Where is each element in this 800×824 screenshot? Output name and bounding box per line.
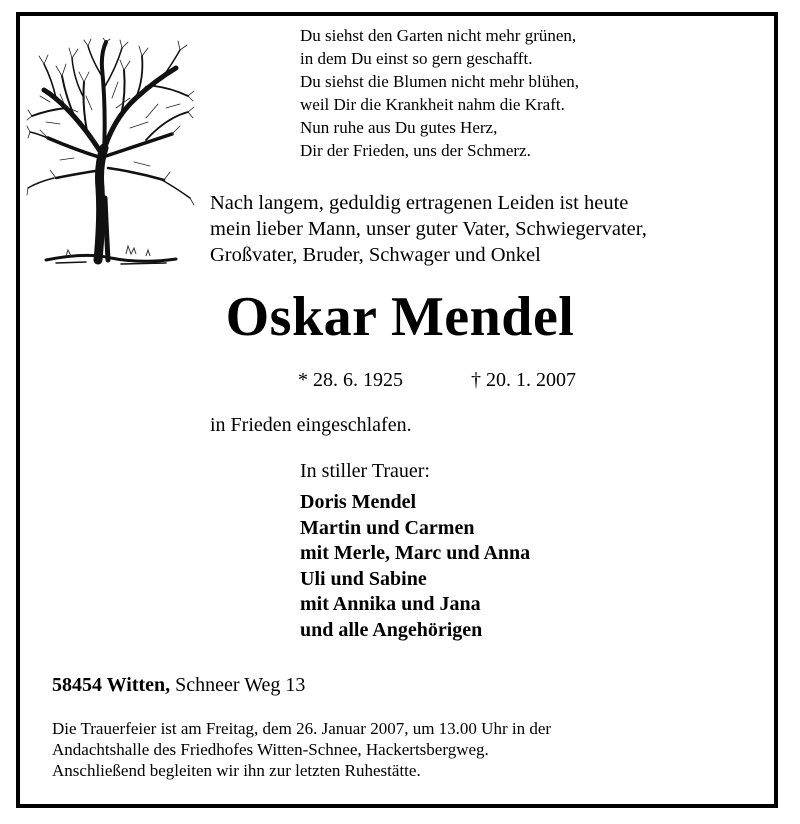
death-date: † 20. 1. 2007 [471, 369, 576, 391]
mourners-heading: In stiller Trauer: [300, 460, 430, 482]
address-city: 58454 Witten, [52, 674, 171, 696]
intro-line: mein lieber Mann, unser guter Vater, Schwiegervater, [210, 218, 647, 240]
mourner-name: Uli und Sabine [300, 567, 427, 590]
peace-text: in Frieden eingeschlafen. [210, 414, 412, 436]
intro-line: Nach langem, geduldig ertragenen Leiden ist heute [210, 192, 629, 214]
funeral-notice [52, 718, 551, 781]
mourners-list [300, 490, 530, 643]
funeral-line: Andachtshalle des Friedhofes Witten-Schnee, Hackertsbergweg. [52, 740, 489, 759]
mourner-name: mit Annika und Jana [300, 593, 481, 615]
poem-line: Nun ruhe aus Du gutes Herz, [300, 118, 498, 137]
mourner-name: Martin und Carmen [300, 516, 475, 539]
address-street: Schneer Weg 13 [175, 674, 306, 696]
birth-date: * 28. 6. 1925 [298, 369, 403, 391]
poem-line: in dem Du einst so gern geschafft. [300, 49, 533, 68]
mourner-name: mit Merle, Marc und Anna [300, 542, 531, 564]
mourner-name: Doris Mendel [300, 491, 417, 513]
intro-line: Großvater, Bruder, Schwager und Onkel [210, 244, 541, 266]
funeral-line: Anschließend begleiten wir ihn zur letzten Ruhestätte. [52, 761, 421, 780]
poem-line: Du siehst die Blumen nicht mehr blühen, [300, 72, 580, 91]
address [52, 673, 305, 697]
funeral-line: Die Trauerfeier ist am Freitag, dem 26. Januar 2007, um 13.00 Uhr in der [52, 719, 552, 738]
bare-tree-icon [26, 38, 196, 268]
intro-text [210, 190, 647, 268]
poem-line: weil Dir die Krankheit nahm die Kraft. [300, 95, 565, 114]
poem-line: Du siehst den Garten nicht mehr grünen, [300, 26, 577, 45]
deceased-name: Oskar Mendel [225, 286, 575, 348]
poem [300, 24, 579, 162]
poem-line: Dir der Frieden, uns der Schmerz. [300, 141, 531, 160]
mourner-name: und alle Angehörigen [300, 618, 483, 641]
